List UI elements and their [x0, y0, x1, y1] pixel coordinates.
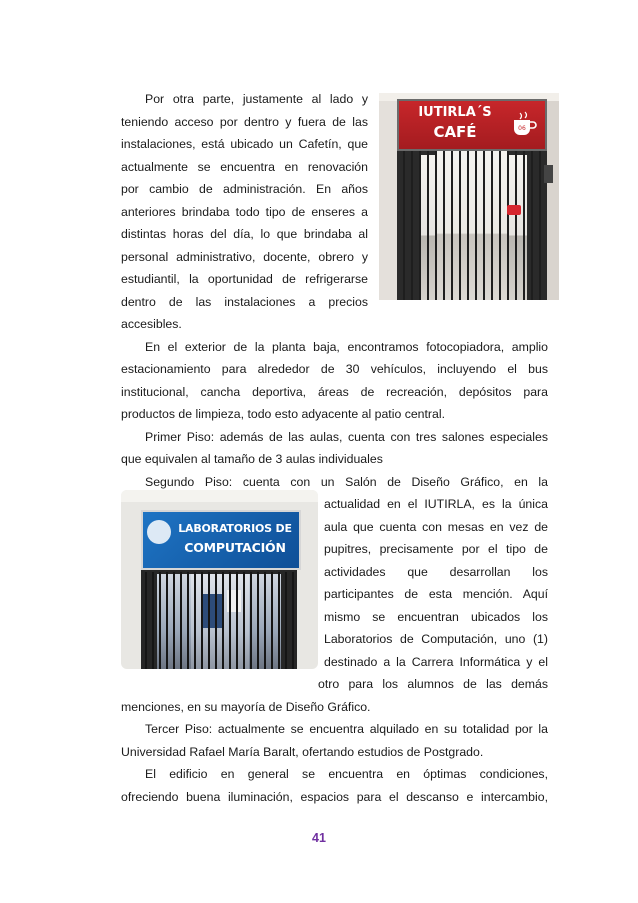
lab-sign-title: LABORATORIOS DE — [178, 522, 292, 535]
text-line: accesibles. — [121, 317, 182, 331]
text-line: personal administrativo, docente, obrero y — [121, 250, 368, 264]
cafe-sign-subtitle: CAFÉ — [433, 123, 477, 141]
text-line: Segundo Piso: cuenta con un Salón de Diseño Gráfico, en la — [145, 475, 548, 489]
cafe-sign-title: IUTIRLA´S — [418, 105, 492, 120]
text-line: Primer Piso: además de las aulas, cuenta con tres salones especiales — [145, 430, 548, 444]
text-line: actividades que desarrollan los — [324, 565, 548, 579]
text-line: aula que cuenta con mesas en vez de — [324, 520, 548, 534]
lab-sign-subtitle: COMPUTACIÓN — [184, 540, 286, 555]
text-line: Por otra parte, justamente al lado y — [145, 92, 368, 106]
computer-lab-photo — [121, 490, 318, 669]
lab-sign — [141, 510, 301, 570]
text-line: pupitres, precisamente por el tipo de — [324, 542, 548, 556]
text-line: institucional, cancha deportiva, áreas de recreación, depósitos para — [121, 385, 548, 399]
text-line: participantes de esta mención. Aquí — [324, 587, 548, 601]
institution-logo-icon — [147, 520, 171, 544]
text-line: estudiantil, la oportunidad de refrigerarse — [121, 272, 368, 286]
text-line: distintas horas del día, lo que brindaba al — [121, 227, 368, 241]
text-line: instalaciones, está ubicado un Cafetín, que — [121, 137, 368, 151]
text-line: menciones, en su mayoría de Diseño Gráfico. — [121, 700, 371, 714]
text-line: por cambio de administración. En años — [121, 182, 368, 196]
text-line: mismo se encuentran ubicados los — [324, 610, 548, 624]
text-line: otro para los alumnos de las demás — [318, 677, 548, 691]
cafe-sign — [397, 99, 547, 151]
text-line: Tercer Piso: actualmente se encuentra alquilado en su totalidad por la — [145, 722, 548, 736]
page-number: 41 — [312, 831, 326, 845]
text-line: productos de limpieza, todo esto adyacente al patio central. — [121, 407, 446, 421]
text-line: teniendo acceso por dentro y fuera de las — [121, 115, 368, 129]
text-line: anteriores brindaba todo tipo de enseres a — [121, 205, 368, 219]
text-line: destinado a la Carrera Informática y el — [324, 655, 548, 669]
text-line: que equivalen al tamaño de 3 aulas individuales — [121, 452, 383, 466]
text-line: estacionamiento para alrededor de 30 vehículos, incluyendo el bus — [121, 362, 548, 376]
red-chair — [507, 205, 521, 215]
cup-label: 06 — [518, 125, 526, 132]
text-line: Universidad Rafael María Baralt, ofertando estudios de Postgrado. — [121, 745, 484, 759]
text-line: actualmente se encuentra en renovación — [121, 160, 368, 174]
text-line: En el exterior de la planta baja, encontramos fotocopiadora, amplio — [145, 340, 548, 354]
text-line: ofreciendo buena iluminación, espacios para el descanso e intercambio, — [121, 790, 548, 804]
security-gate — [145, 572, 295, 669]
coffee-cup-icon — [511, 111, 537, 137]
text-line: Laboratorios de Computación, uno (1) — [324, 632, 548, 646]
text-line: actualidad en el IUTIRLA, es la única — [324, 497, 548, 511]
text-line: dentro de las instalaciones a precios — [121, 295, 368, 309]
text-line: El edificio en general se encuentra en óptimas condiciones, — [145, 767, 548, 781]
cafeteria-photo — [379, 93, 559, 300]
